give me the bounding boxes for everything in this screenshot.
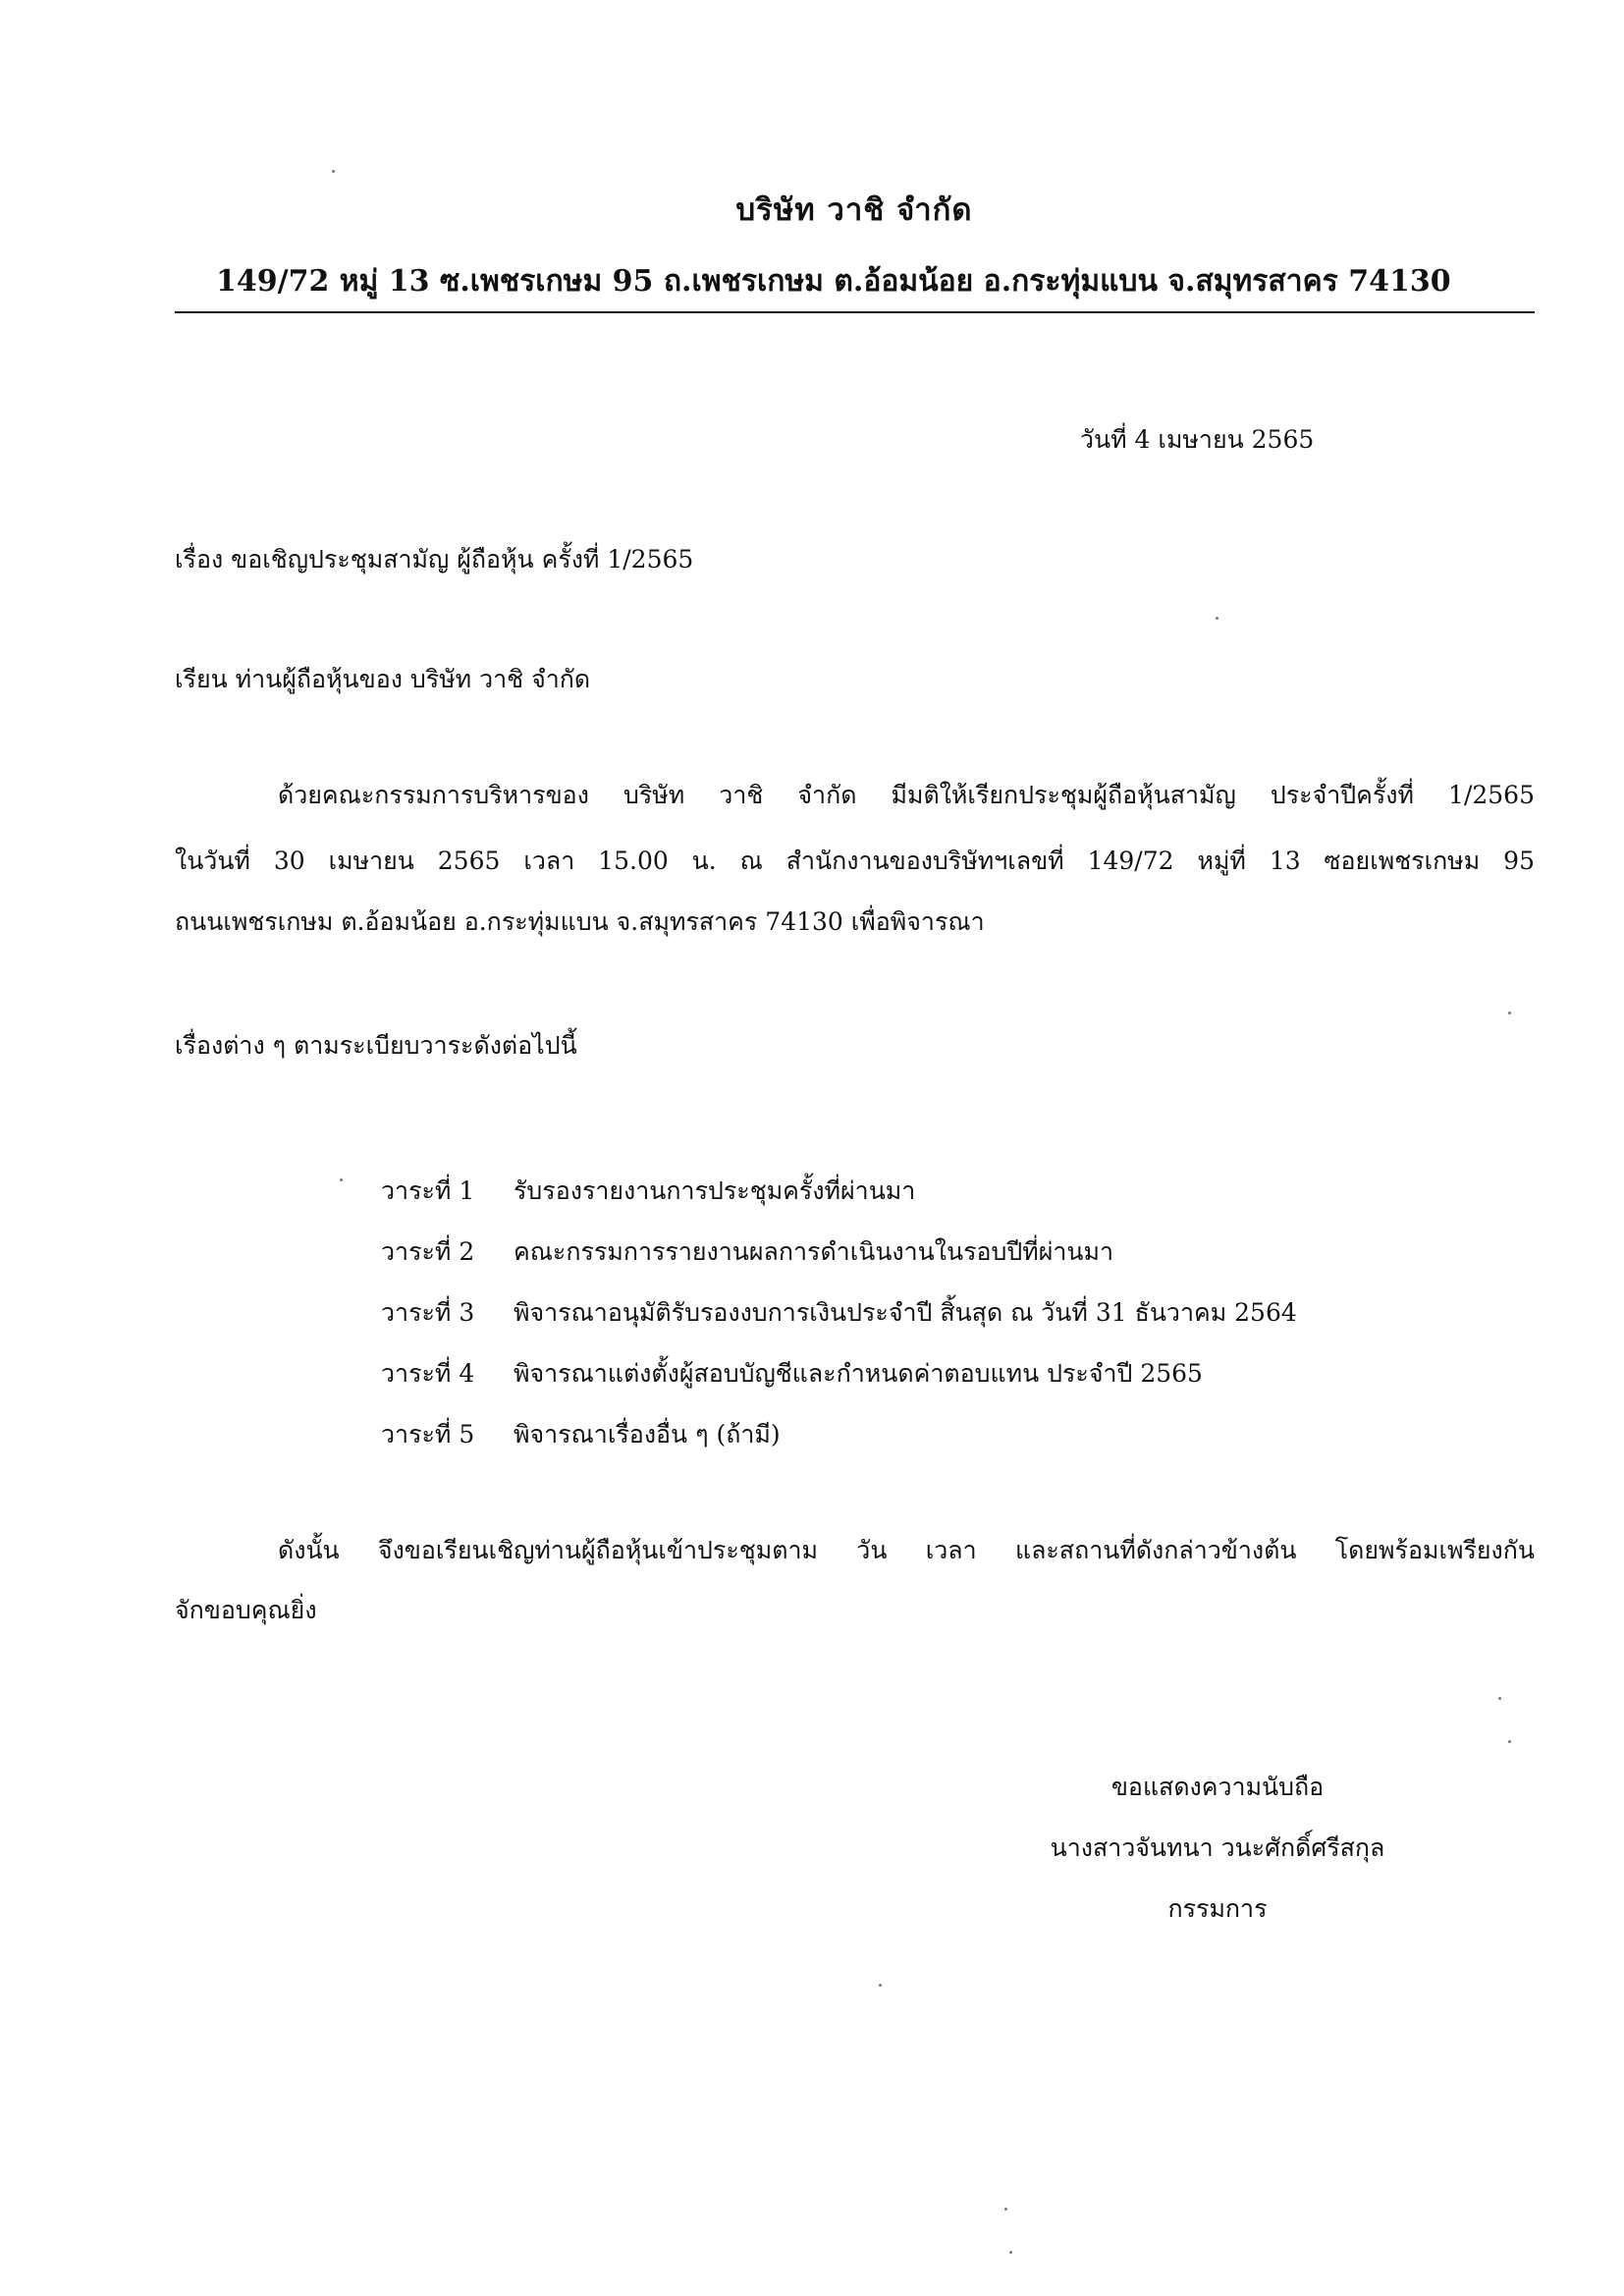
signature-salutation: ขอแสดงความนับถือ: [1110, 1773, 1325, 1801]
agenda-text: คณะกรรมการรายงานผลการดำเนินงานในรอบปีที่ผ่านมา: [514, 1237, 1114, 1266]
closing-line-2: จักขอบคุณยิ่ง: [175, 1596, 317, 1624]
agenda-item: [381, 1354, 1203, 1394]
scan-speck: [1004, 2208, 1007, 2211]
agenda-text: รับรองรายงานการประชุมครั้งที่ผ่านมา: [514, 1176, 916, 1205]
letter-subject: เรื่อง ขอเชิญประชุมสามัญ ผู้ถือหุ้น ครั้งที่ 1/2565: [175, 545, 694, 574]
agenda-text: พิจารณาอนุมัติรับรองงบการเงินประจำปี สิ้นสุด ณ วันที่ 31 ธันวาคม 2564: [514, 1298, 1297, 1327]
letter-date: วันที่ 4 เมษายน 2565: [1080, 425, 1315, 454]
scan-speck: [1216, 617, 1218, 620]
agenda-item: [381, 1232, 1113, 1272]
scan-speck: [1498, 1697, 1501, 1700]
agenda-intro: เรื่องต่าง ๆ ตามระเบียบวาระดังต่อไปนี้: [175, 1031, 577, 1060]
agenda-text: พิจารณาเรื่องอื่น ๆ (ถ้ามี): [514, 1420, 781, 1449]
body-line-3: ถนนเพชรเกษม ต.อ้อมน้อย อ.กระทุ่มแบน จ.สมุทรสาคร 74130 เพื่อพิจารณา: [175, 907, 985, 936]
agenda-number: วาระที่ 5: [381, 1420, 475, 1449]
agenda-number: วาระที่ 1: [381, 1176, 475, 1205]
agenda-number: วาระที่ 3: [381, 1298, 475, 1327]
scan-speck: [879, 1984, 882, 1987]
scan-speck: [1508, 1740, 1511, 1743]
body-line-2: ในวันที่ 30 เมษายน 2565 เวลา 15.00 น. ณ สำนักงานของบริษัทฯเลขที่ 149/72 หมู่ที่ 13 ซอยเพชรเกษม 95: [175, 847, 1535, 875]
agenda-item: [381, 1415, 781, 1454]
company-name: บริษัท วาชิ จำกัด: [735, 192, 973, 228]
agenda-item: [381, 1293, 1297, 1333]
company-address: 149/72 หมู่ 13 ซ.เพชรเกษม 95 ถ.เพชรเกษม ต.อ้อมน้อย อ.กระทุ่มแบน จ.สมุทรสาคร 74130: [216, 264, 1451, 299]
scan-speck: [1009, 2251, 1012, 2254]
signatory-name: นางสาวจันทนา วนะศักดิ์ศรีสกุล: [1050, 1833, 1385, 1862]
closing-line-1: ดังนั้น จึงขอเรียนเชิญท่านผู้ถือหุ้นเข้าประชุมตาม วัน เวลา และสถานที่ดังกล่าวข้างต้น โดยพร้อมเพรียงกัน: [278, 1536, 1535, 1564]
header-divider: [175, 311, 1535, 313]
scan-speck: [332, 170, 335, 173]
body-line-1: ด้วยคณะกรรมการบริหารของ บริษัท วาชิ จำกัด มีมติให้เรียกประชุมผู้ถือหุ้นสามัญ ประจำปีครั้งที่ 1/2565: [278, 781, 1535, 809]
letter-recipient: เรียน ท่านผู้ถือหุ้นของ บริษัท วาชิ จำกัด: [175, 665, 591, 693]
agenda-item: [381, 1172, 915, 1211]
agenda-number: วาระที่ 2: [381, 1237, 475, 1266]
scan-speck: [1508, 1011, 1511, 1014]
agenda-number: วาระที่ 4: [381, 1359, 475, 1388]
agenda-text: พิจารณาแต่งตั้งผู้สอบบัญชีและกำหนดค่าตอบแทน ประจำปี 2565: [514, 1359, 1203, 1388]
signatory-position: กรรมการ: [1167, 1894, 1268, 1923]
scan-speck: [340, 1178, 343, 1181]
